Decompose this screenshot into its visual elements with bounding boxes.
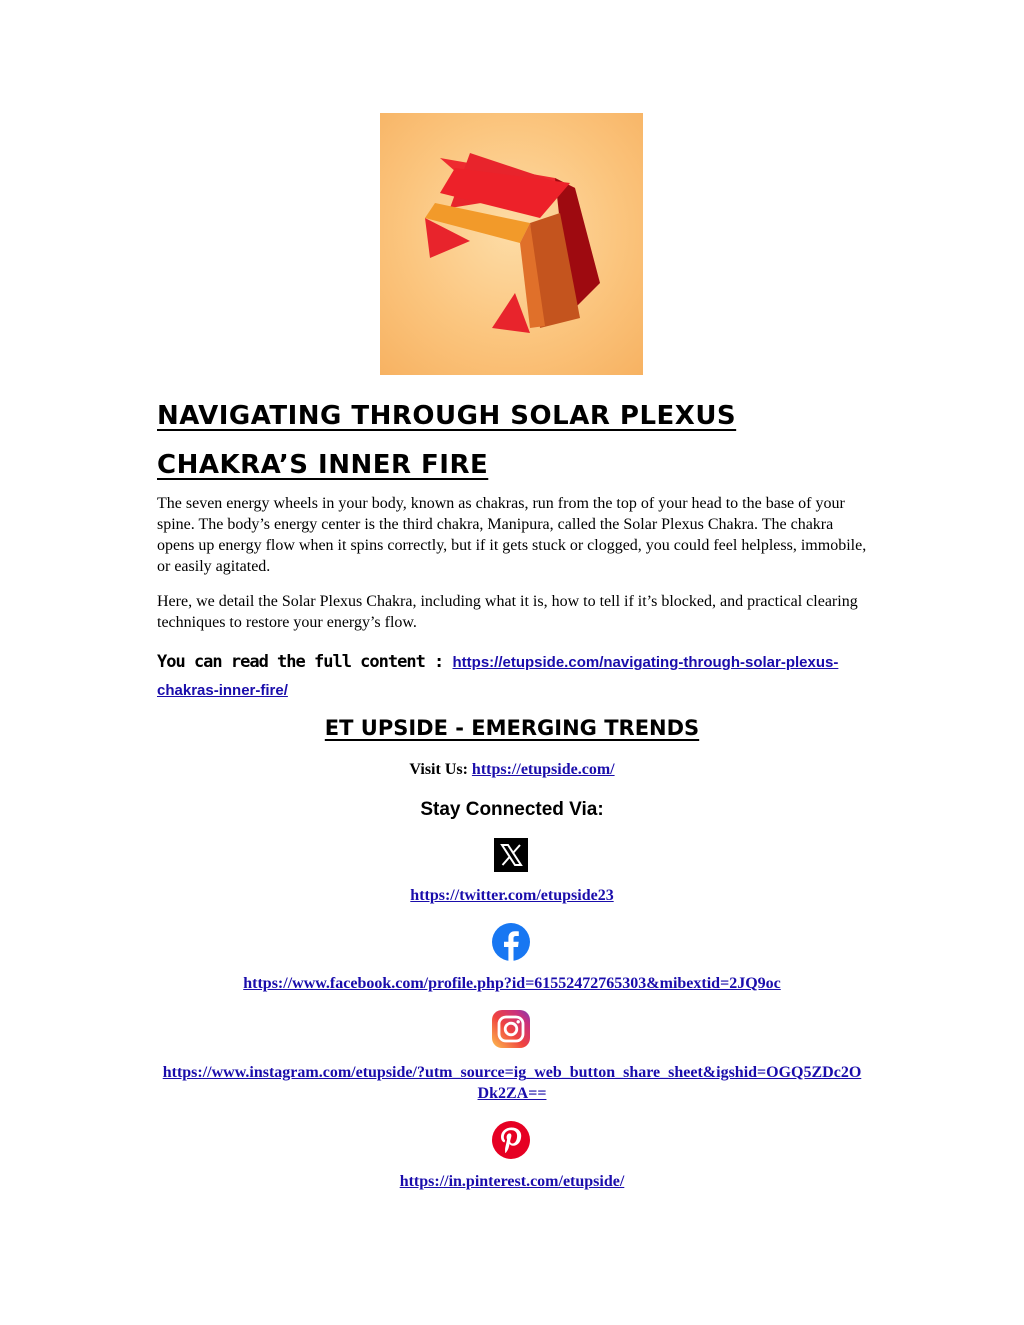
read-more [157, 648, 877, 705]
facebook-link-row [0, 975, 1024, 993]
brand-heading: ET UPSIDE - EMERGING TRENDS [324, 716, 700, 740]
twitter-link-row [0, 887, 1024, 905]
instagram-link[interactable]: https://www.instagram.com/etupside/?utm_source=ig_web_button_share_sheet&igshid=OGQ5ZDc2ODk2ZA== [162, 1064, 862, 1102]
detail-paragraph: Here, we detail the Solar Plexus Chakra, including what it is, how to tell if it’s blocked, and practical clearing techniques to restore your energy’s flow. [157, 593, 858, 631]
visit-us [0, 761, 1024, 779]
article-title-line2: CHAKRA’S INNER FIRE [157, 450, 489, 480]
article-title-line1: NAVIGATING THROUGH SOLAR PLEXUS [157, 401, 737, 431]
visit-us-link[interactable]: https://etupside.com/ [471, 761, 615, 778]
facebook-icon[interactable] [491, 922, 531, 962]
instagram-icon[interactable] [491, 1009, 531, 1049]
etupside-logo-icon [380, 113, 643, 375]
read-more-link[interactable]: https://etupside.com/navigating-through-solar-plexus-chakras-inner-fire/ [157, 654, 839, 699]
pinterest-icon[interactable] [491, 1120, 531, 1160]
facebook-link[interactable]: https://www.facebook.com/profile.php?id=61552472765303&mibextid=2JQ9oc [243, 975, 781, 992]
read-more-label: You can read the full content : [157, 652, 453, 672]
twitter-link[interactable]: https://twitter.com/etupside23 [410, 887, 614, 904]
article-title [157, 392, 877, 490]
visit-us-label: Visit Us: [409, 761, 472, 778]
pinterest-link-row [0, 1173, 1024, 1191]
intro-paragraph: The seven energy wheels in your body, known as chakras, run from the top of your head to the base of your spine. The body’s energy center is the third chakra, Manipura, called the Solar Plexus Chakra. The chakra opens up energy flow when it spins correctly, but if it gets stuck or clogged, you could feel helpless, immobile, or easily agitated. [157, 495, 867, 575]
stay-connected-heading: Stay Connected Via: [420, 799, 604, 820]
x-icon[interactable] [494, 838, 528, 872]
pinterest-link[interactable]: https://in.pinterest.com/etupside/ [399, 1173, 625, 1190]
instagram-link-row [0, 1062, 1024, 1104]
